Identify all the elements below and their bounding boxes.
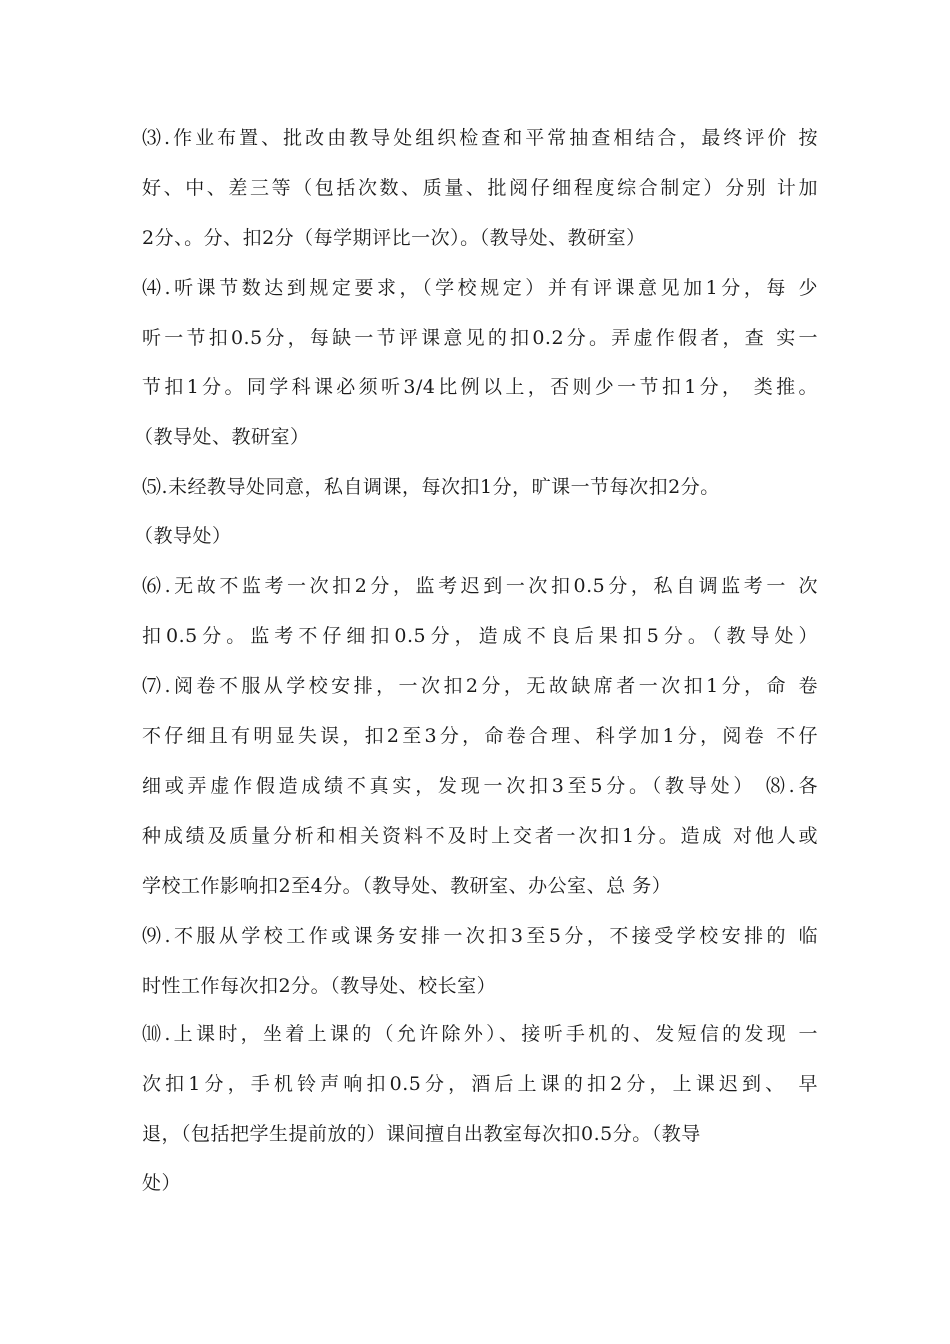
text-line: 扣0.5分。监考不仔细扣0.5分，造成不良后果扣5分。（教导处） bbox=[142, 625, 818, 647]
text-line: ⑺.阅卷不服从学校安排，一次扣2分，无故缺席者一次扣1分，命 卷 bbox=[142, 675, 818, 697]
text-line: 处） bbox=[142, 1172, 182, 1194]
text-line: 好、中、差三等（包括次数、质量、批阅仔细程度综合制定）分别 计加 bbox=[142, 177, 818, 199]
text-line: 种成绩及质量分析和相关资料不及时上交者一次扣1分。造成 对他人或 bbox=[142, 825, 818, 847]
text-line: ⑷.听课节数达到规定要求，（学校规定）并有评课意见加1分，每 少 bbox=[142, 277, 818, 299]
text-line: 不仔细且有明显失误，扣2至3分，命卷合理、科学加1分，阅卷 不仔 bbox=[142, 725, 818, 747]
text-line: 节扣1分。同学科课必须听3/4比例以上，否则少一节扣1分， 类推。 bbox=[142, 376, 818, 398]
text-line: ⑸.未经教导处同意，私自调课，每次扣1分，旷课一节每次扣2分。 bbox=[142, 476, 720, 498]
text-line: （教导处、教研室） bbox=[134, 426, 310, 448]
text-line: 学校工作影响扣2至4分。（教导处、教研室、办公室、总 务） bbox=[142, 875, 672, 897]
text-line: ⑶.作业布置、批改由教导处组织检查和平常抽查相结合，最终评价 按 bbox=[142, 127, 818, 149]
text-line: 2分、。分、扣2分（每学期评比一次）。（教导处、教研室） bbox=[142, 227, 646, 249]
text-line: 细或弄虚作假造成绩不真实，发现一次扣3至5分。（教导处） ⑻.各 bbox=[142, 775, 818, 797]
text-line: ⑽.上课时，坐着上课的（允许除外）、接听手机的、发短信的发现 一 bbox=[142, 1023, 818, 1045]
text-line: 听一节扣0.5分，每缺一节评课意见的扣0.2分。弄虚作假者，查 实一 bbox=[142, 327, 818, 349]
text-line: ⑹.无故不监考一次扣2分，监考迟到一次扣0.5分，私自调监考一 次 bbox=[142, 575, 818, 597]
text-line: 退，（包括把学生提前放的）课间擅自出教室每次扣0.5分。（教导 bbox=[142, 1123, 701, 1145]
text-line: （教导处） bbox=[134, 525, 232, 547]
text-line: 时性工作每次扣2分。（教导处、校长室） bbox=[142, 975, 497, 997]
text-line: ⑼.不服从学校工作或课务安排一次扣3至5分，不接受学校安排的 临 bbox=[142, 925, 818, 947]
text-line: 次扣1分，手机铃声响扣0.5分，酒后上课的扣2分，上课迟到、 早 bbox=[142, 1073, 818, 1095]
